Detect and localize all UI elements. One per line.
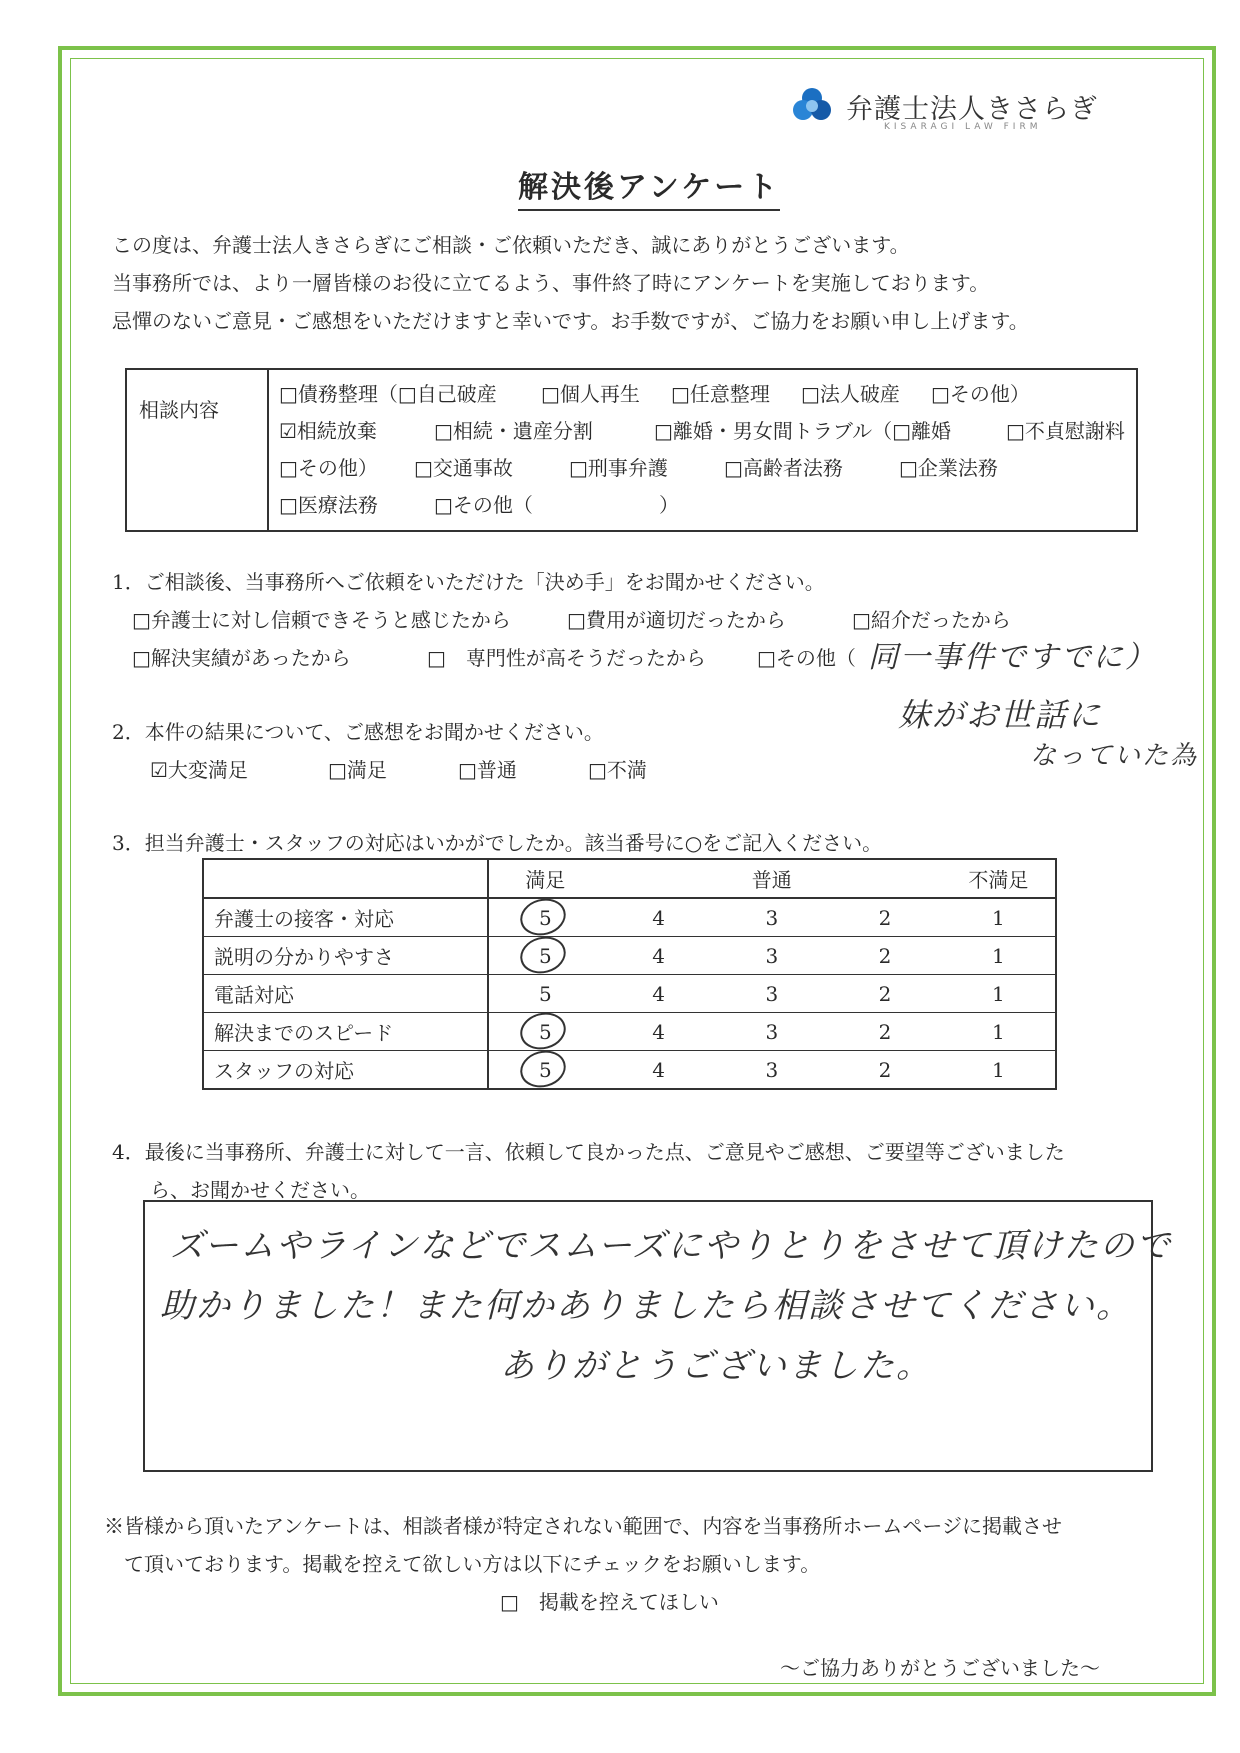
option-divorce[interactable]: □離婚・男女間トラブル（□離婚 xyxy=(654,419,951,443)
rating-score-value: 1 xyxy=(991,1019,1005,1044)
option-criminal[interactable]: □刑事弁護 xyxy=(569,456,668,480)
rating-score-value: 1 xyxy=(991,981,1005,1006)
q1-option-referral[interactable]: □紹介だったから xyxy=(852,608,1011,632)
q2-question: 2．本件の結果について、ご感想をお聞かせください。 xyxy=(112,720,604,744)
q1-row2 xyxy=(132,642,856,671)
rating-score-value: 5 xyxy=(538,981,552,1006)
rating-row-label: 電話対応 xyxy=(203,975,488,1013)
q1-option-expertise[interactable]: □ 専門性が高そうだったから xyxy=(427,646,706,670)
notice-line: て頂いております。掲載を控えて欲しい方は以下にチェックをお願いします。 xyxy=(124,1552,821,1576)
consult-row xyxy=(279,376,1126,413)
consult-row xyxy=(279,487,1126,524)
rating-row xyxy=(203,898,1056,937)
firm-name-sub: KISARAGI LAW FIRM xyxy=(884,122,1042,132)
rating-score-value: 4 xyxy=(652,943,665,968)
option-inheritance-renounce[interactable]: ☑相続放棄 xyxy=(279,419,377,443)
q1-option-trust[interactable]: □弁護士に対し信頼できそうと感じたから xyxy=(132,608,511,632)
q1-handwritten-line: 同一事件ですでに） xyxy=(868,640,1157,675)
option-affair[interactable]: □不貞慰謝料 xyxy=(1006,419,1125,443)
option-medical[interactable]: □医療法務 xyxy=(279,493,378,517)
rating-score-3[interactable] xyxy=(715,975,828,1013)
rating-row xyxy=(203,1051,1056,1090)
rating-score-2[interactable] xyxy=(828,898,941,937)
rating-score-5[interactable] xyxy=(488,898,602,937)
notice-line: ※皆様から頂いたアンケートは、相談者様が特定されない範囲で、内容を当事務所ホームページに掲載させ xyxy=(104,1514,1062,1538)
comment-line: ズームやラインなどでスムーズにやりとりをさせて頂けたので xyxy=(170,1226,1172,1266)
option-other-free[interactable]: □その他（ xyxy=(434,493,533,517)
option-other-close-paren: ） xyxy=(659,493,679,517)
selected-circle-mark xyxy=(515,935,571,975)
rating-row xyxy=(203,975,1056,1013)
q3-question: 3．担当弁護士・スタッフの対応はいかがでしたか。該当番号に○をご記入ください。 xyxy=(112,831,883,855)
rating-score-3[interactable] xyxy=(715,898,828,937)
rating-score-value: 5 xyxy=(538,1019,552,1044)
option-other[interactable]: □その他） xyxy=(931,382,1030,406)
intro-line: 当事務所では、より一層皆様のお役に立てるよう、事件終了時にアンケートを実施しております。 xyxy=(112,271,990,295)
rating-row-label: 説明の分かりやすさ xyxy=(203,937,488,975)
option-traffic[interactable]: □交通事故 xyxy=(414,456,513,480)
firm-name: 弁護士法人きさらぎ xyxy=(846,93,1098,125)
rating-score-value: 5 xyxy=(538,905,552,930)
rating-score-4[interactable] xyxy=(602,975,715,1013)
rating-score-value: 2 xyxy=(878,981,892,1006)
selected-circle-mark xyxy=(515,1049,571,1089)
rating-header-unsatisfied: 不満足 xyxy=(942,859,1056,898)
rating-score-value: 3 xyxy=(765,943,779,968)
q1-option-track-record[interactable]: □解決実績があったから xyxy=(132,646,351,670)
rating-score-value: 5 xyxy=(538,1057,552,1082)
q1-option-other[interactable]: □その他（ xyxy=(757,646,856,670)
rating-score-2[interactable] xyxy=(828,1013,941,1051)
rating-header-blank xyxy=(203,859,488,898)
rating-score-value: 2 xyxy=(878,943,892,968)
rating-row xyxy=(203,937,1056,975)
rating-score-4[interactable] xyxy=(602,937,715,975)
rating-score-value: 5 xyxy=(538,943,552,968)
rating-score-value: 1 xyxy=(991,1057,1005,1082)
consult-options xyxy=(268,369,1137,531)
rating-score-value: 1 xyxy=(991,905,1005,930)
intro-text xyxy=(112,226,1172,340)
rating-score-2[interactable] xyxy=(828,1051,941,1090)
rating-score-value: 4 xyxy=(652,1019,665,1044)
rating-score-3[interactable] xyxy=(715,937,828,975)
option-debt[interactable]: □債務整理（□自己破産 xyxy=(279,382,497,406)
rating-score-value: 4 xyxy=(652,1057,665,1082)
rating-score-5[interactable] xyxy=(488,937,602,975)
rating-score-5[interactable] xyxy=(488,1051,602,1090)
comment-line: 助かりました！また何かありましたら相談させてください。 xyxy=(160,1286,1132,1326)
publish-optout-checkbox[interactable]: □ 掲載を控えてほしい xyxy=(500,1590,719,1614)
q1-handwritten-line: 妹がお世話に xyxy=(898,696,1103,734)
q2-option-normal[interactable]: □普通 xyxy=(458,758,517,782)
rating-score-value: 4 xyxy=(652,981,665,1006)
rating-score-5[interactable] xyxy=(488,1013,602,1051)
rating-score-2[interactable] xyxy=(828,937,941,975)
rating-score-4[interactable] xyxy=(602,1051,715,1090)
option-corporate[interactable]: □企業法務 xyxy=(899,456,998,480)
q2-option-unsatisfied[interactable]: □不満 xyxy=(588,758,647,782)
consult-row xyxy=(279,413,1126,450)
rating-header-normal: 普通 xyxy=(715,859,828,898)
logo-flower-icon xyxy=(790,84,834,128)
q1-row1 xyxy=(132,604,1011,633)
q1-option-fee[interactable]: □費用が適切だったから xyxy=(567,608,786,632)
rating-score-value: 2 xyxy=(878,905,892,930)
rating-score-3[interactable] xyxy=(715,1051,828,1090)
intro-line: この度は、弁護士法人きさらぎにご相談・ご依頼いただき、誠にありがとうございます。 xyxy=(112,233,910,257)
rating-header-satisfied: 満足 xyxy=(488,859,602,898)
q1-question: 1．ご相談後、当事務所へご依頼をいただけた「決め手」をお聞かせください。 xyxy=(112,570,825,594)
rating-score-1[interactable] xyxy=(942,1051,1056,1090)
rating-row-label: 弁護士の接客・対応 xyxy=(203,898,488,937)
option-personal-rehab[interactable]: □個人再生 xyxy=(541,382,640,406)
rating-score-4[interactable] xyxy=(602,898,715,937)
rating-score-4[interactable] xyxy=(602,1013,715,1051)
q2-option-very-satisfied[interactable]: ☑大変満足 xyxy=(150,758,248,782)
consult-label: 相談内容 xyxy=(126,369,268,531)
rating-score-value: 3 xyxy=(765,1057,779,1082)
rating-score-1[interactable] xyxy=(942,898,1056,937)
q1-handwritten-line: なっていた為 xyxy=(1030,741,1199,771)
option-corp-bankruptcy[interactable]: □法人破産 xyxy=(801,382,900,406)
page-title: 解決後アンケート xyxy=(518,162,780,211)
selected-circle-mark xyxy=(515,897,571,937)
rating-score-value: 3 xyxy=(765,1019,779,1044)
consult-table xyxy=(125,368,1138,532)
rating-score-1[interactable] xyxy=(942,1013,1056,1051)
q2-options xyxy=(150,754,647,783)
q4-question: 4．最後に当事務所、弁護士に対して一言、依頼して良かった点、ご意見やご感想、ご要望等ございました xyxy=(112,1140,1065,1164)
rating-score-value: 1 xyxy=(991,943,1005,968)
rating-score-3[interactable] xyxy=(715,1013,828,1051)
rating-score-value: 4 xyxy=(652,905,665,930)
intro-line: 忌憚のないご意見・ご感想をいただけますと幸いです。お手数ですが、ご協力をお願い申し上げます。 xyxy=(112,309,1029,333)
q4-question-cont: ら、お聞かせください。 xyxy=(150,1178,370,1202)
rating-row xyxy=(203,1013,1056,1051)
rating-row-label: 解決までのスピード xyxy=(203,1013,488,1051)
rating-score-1[interactable] xyxy=(942,937,1056,975)
rating-score-1[interactable] xyxy=(942,975,1056,1013)
option-inheritance-division[interactable]: □相続・遺産分割 xyxy=(434,419,593,443)
rating-row-label: スタッフの対応 xyxy=(203,1051,488,1090)
rating-score-value: 2 xyxy=(878,1019,892,1044)
rating-score-value: 3 xyxy=(765,905,779,930)
option-elderly[interactable]: □高齢者法務 xyxy=(724,456,843,480)
option-voluntary[interactable]: □任意整理 xyxy=(671,382,770,406)
rating-header-spacer xyxy=(828,859,941,898)
rating-score-5[interactable] xyxy=(488,975,602,1013)
rating-score-2[interactable] xyxy=(828,975,941,1013)
selected-circle-mark xyxy=(515,1011,571,1051)
rating-table xyxy=(202,858,1057,1090)
rating-score-value: 3 xyxy=(765,981,779,1006)
rating-score-value: 2 xyxy=(878,1057,892,1082)
q2-option-satisfied[interactable]: □満足 xyxy=(328,758,387,782)
comment-line: ありがとうございました。 xyxy=(500,1346,932,1386)
consult-row xyxy=(279,450,1126,487)
rating-header-spacer xyxy=(602,859,715,898)
option-other-close[interactable]: □その他） xyxy=(279,456,378,480)
closing-text: ～ご協力ありがとうございました～ xyxy=(780,1656,1100,1680)
